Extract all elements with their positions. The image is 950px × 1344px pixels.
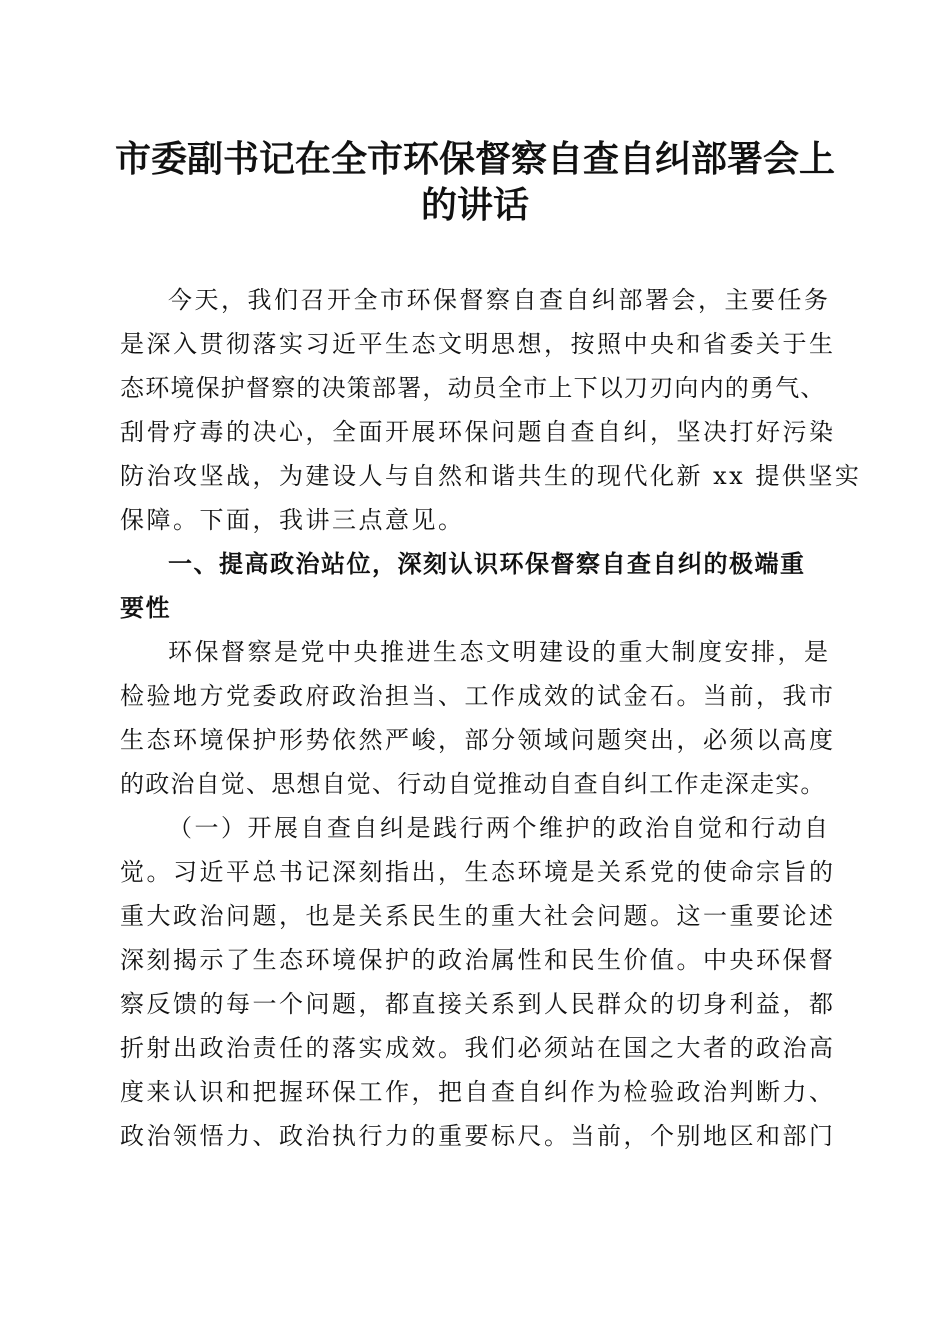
section-1-heading-line-2: 要性	[120, 594, 171, 622]
subsection-1-line-5: 察反馈的每一个问题，都直接关系到人民群众的切身利益，都	[120, 990, 836, 1018]
intro-line-3: 态环境保护督察的决策部署，动员全市上下以刀刃向内的勇气、	[120, 374, 826, 402]
subsection-1-line-7: 度来认识和把握环保工作，把自查自纠作为检验政治判断力、	[120, 1078, 836, 1106]
intro-line-5: 防治攻坚战，为建设人与自然和谐共生的现代化新 xx 提供坚实	[120, 462, 862, 490]
subsection-1-line-3: 重大政治问题，也是关系民生的重大社会问题。这一重要论述	[120, 902, 836, 930]
subsection-1-line-2: 觉。习近平总书记深刻指出，生态环境是关系党的使命宗旨的	[120, 858, 836, 886]
subsection-1-line-8: 政治领悟力、政治执行力的重要标尺。当前，个别地区和部门	[120, 1122, 836, 1150]
subsection-1-line-4: 深刻揭示了生态环境保护的政治属性和民生价值。中央环保督	[120, 946, 836, 974]
section-1-para-line-2: 检验地方党委政府政治担当、工作成效的试金石。当前，我市	[120, 682, 836, 710]
intro-line-2: 是深入贯彻落实习近平生态文明思想，按照中央和省委关于生	[120, 330, 836, 358]
section-1-para-line-4: 的政治自觉、思想自觉、行动自觉推动自查自纠工作走深走实。	[120, 770, 826, 798]
section-1-para-line-1: 环保督察是党中央推进生态文明建设的重大制度安排，是	[168, 638, 831, 666]
section-1-para-line-3: 生态环境保护形势依然严峻，部分领域问题突出，必须以高度	[120, 726, 836, 754]
document-body	[120, 278, 862, 1158]
intro-line-6: 保障。下面，我讲三点意见。	[120, 506, 465, 534]
section-1-heading-line-1: 一、提高政治站位，深刻认识环保督察自查自纠的极端重	[168, 550, 806, 578]
subsection-1-line-6: 折射出政治责任的落实成效。我们必须站在国之大者的政治高	[120, 1034, 836, 1062]
document-title	[100, 136, 850, 228]
title-line-1: 市委副书记在全市环保督察自查自纠部署会上	[114, 138, 835, 180]
subsection-1-line-1: （一）开展自查自纠是践行两个维护的政治自觉和行动自	[168, 814, 831, 842]
intro-line-4: 刮骨疗毒的决心，全面开展环保问题自查自纠，坚决打好污染	[120, 418, 836, 446]
title-line-2: 的讲话	[420, 184, 529, 226]
intro-line-1: 今天，我们召开全市环保督察自查自纠部署会，主要任务	[168, 286, 831, 314]
